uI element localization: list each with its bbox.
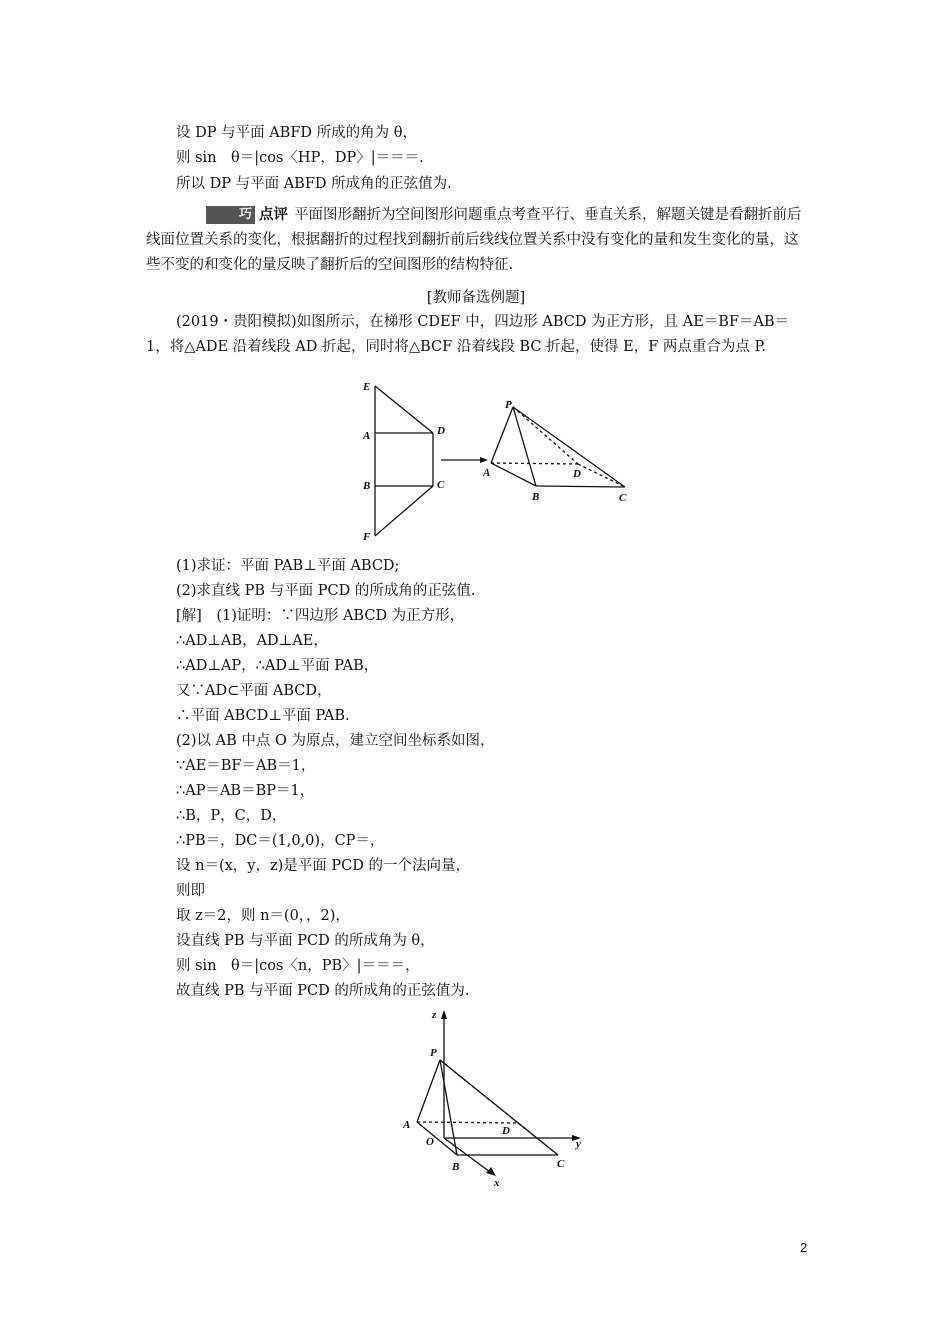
label-p: P [505, 399, 512, 411]
label-e: E [363, 381, 371, 393]
label-f: F [363, 531, 371, 543]
text-line: 则即 [176, 883, 205, 899]
axes [444, 1016, 575, 1172]
text-line: ∴B，P，C，D， [176, 808, 287, 824]
text-line: ∴AD⊥AB，AD⊥AE， [176, 633, 328, 649]
figure-folding [355, 370, 645, 545]
text-line: 取 z＝2，则 n＝(0，，2)， [176, 908, 350, 924]
arrow-icon [441, 457, 488, 463]
comment-paragraph [146, 202, 806, 278]
text-line: 设直线 PB 与平面 PCD 的所成角为 θ， [176, 933, 435, 949]
label-b: B [452, 1161, 460, 1173]
comment-badge: 巧 点评 [176, 202, 288, 227]
text-line: ∵AE＝BF＝AB＝1， [176, 758, 316, 774]
text-line: ∴AP＝AB＝BP＝1， [176, 783, 315, 799]
text-line: (2)求直线 PB 与平面 PCD 的所成角的正弦值. [176, 583, 476, 599]
label-a: A [363, 430, 371, 442]
problem-statement: (2019・贵阳模拟)如图所示，在梯形 CDEF 中，四边形 ABCD 为正方形，且 AE＝BF＝AB＝1，将△ADE 沿着线段 AD 折起，同时将△BCF 沿着线段 BC 折起，使得 E，F 两点重合为点 P. [146, 314, 790, 355]
label-c: C [437, 479, 445, 491]
text-line: (2)以 AB 中点 O 为原点，建立空间坐标系如图， [176, 733, 495, 749]
x-arrow-icon [486, 1167, 496, 1176]
figure-coordinate [390, 1000, 590, 1200]
badge-icon: 巧 [206, 206, 255, 224]
label-d: D [437, 425, 445, 437]
label-d: D [502, 1125, 510, 1137]
label-c: C [619, 492, 627, 504]
text-line: (1)求证：平面 PAB⊥平面 ABCD; [176, 558, 400, 574]
label-o: O [426, 1136, 434, 1148]
text-line: ∴AD⊥AP，∴AD⊥平面 PAB， [176, 658, 379, 674]
label-a: A [403, 1119, 411, 1131]
label-x: x [494, 1177, 500, 1189]
text-line: ∴平面 ABCD⊥平面 PAB. [176, 708, 350, 724]
z-arrow-icon [441, 1010, 447, 1019]
text-line: 设 n＝(x，y，z)是平面 PCD 的一个法向量， [176, 858, 470, 874]
text-line: 又∵AD⊂平面 ABCD， [176, 683, 332, 699]
label-b: B [363, 480, 371, 492]
section-title: [教师备选例题] [426, 290, 526, 306]
text-line: ∴PB＝，DC＝(1,0,0)，CP＝， [176, 833, 385, 849]
page-number: 2 [800, 1240, 808, 1255]
text-line: 设 DP 与平面 ABFD 所成的角为 θ， [176, 125, 417, 141]
text-line: 所以 DP 与平面 ABFD 所成角的正弦值为. [176, 176, 452, 192]
tetra-pabcd [417, 1060, 558, 1155]
label-a: A [483, 467, 491, 479]
label-y: y [576, 1138, 581, 1150]
tetra-pabcd [491, 407, 625, 487]
text-line: 则 sin θ＝|cos〈n，PB〉|＝＝＝， [176, 958, 420, 974]
text-line: [解] (1)证明：∵四边形 ABCD 为正方形， [176, 608, 465, 624]
label-c: C [557, 1158, 565, 1170]
label-b: B [532, 491, 540, 503]
label-p: P [430, 1047, 437, 1059]
text-line: 则 sin θ＝|cos〈HP，DP〉|＝＝＝. [176, 150, 424, 166]
label-d: D [573, 468, 581, 480]
text-line: 故直线 PB 与平面 PCD 的所成角的正弦值为. [176, 983, 470, 999]
comment-text: 平面图形翻折为空间图形问题重点考查平行、垂直关系，解题关键是看翻折前后线面位置关系的变化，根据翻折的过程找到翻折前后线线位置关系中没有变化的量和发生变化的量，这些不变的和变化的量反映了翻折后的空间图形的结构特征. [146, 207, 802, 273]
label-z: z [432, 1009, 437, 1021]
trapezoid-cdef [375, 386, 433, 536]
